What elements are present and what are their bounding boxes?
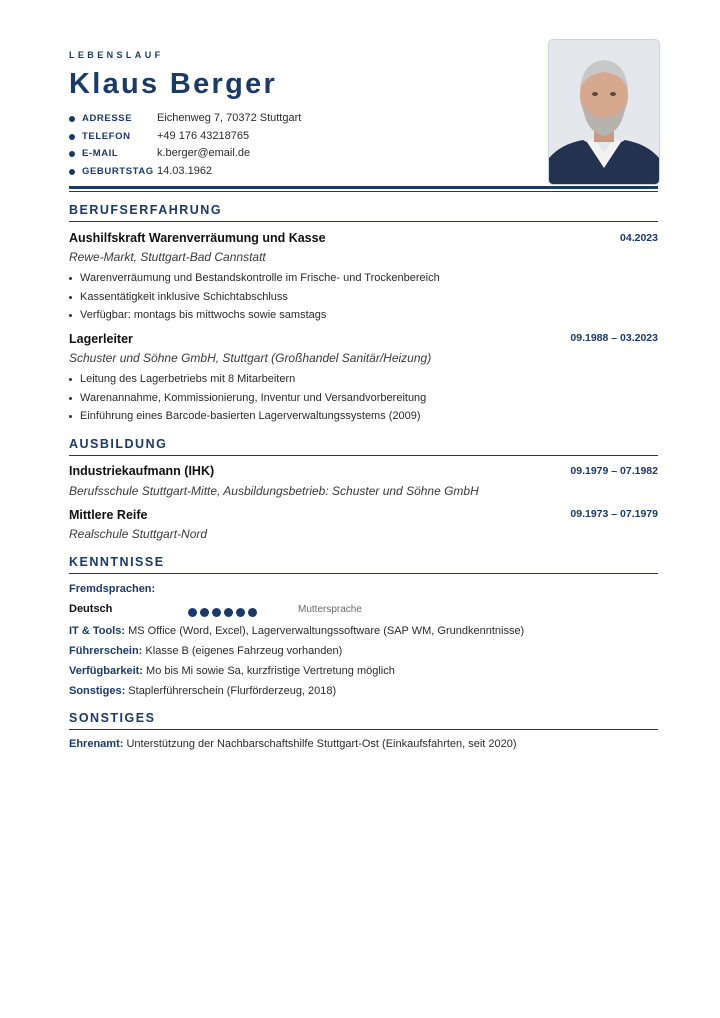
- rating-dot-icon: [224, 608, 233, 617]
- language-level: Muttersprache: [298, 604, 362, 615]
- contact-value: 14.03.1962: [157, 164, 213, 177]
- list-item: Verfügbar: montags bis mittwochs sowie samstags: [69, 309, 649, 328]
- contact-row-email: [69, 147, 529, 165]
- rating-dot-icon: [188, 608, 197, 617]
- contact-row-address: [69, 112, 529, 130]
- contact-list: [69, 112, 529, 182]
- rating-dot-icon: [248, 608, 257, 617]
- list-item: Einführung eines Barcode-basierten Lagerverwaltungssystems (2009): [69, 410, 649, 429]
- contact-label: TELEFON: [82, 130, 131, 142]
- job-company: Rewe-Markt, Stuttgart-Bad Cannstatt: [69, 250, 266, 264]
- education-school: Berufsschule Stuttgart-Mitte, Ausbildungsbetrieb: Schuster und Söhne GmbH: [69, 484, 479, 498]
- education-title: Mittlere Reife: [69, 508, 148, 522]
- job-title: Lagerleiter: [69, 332, 133, 346]
- contact-value: k.berger@email.de: [157, 147, 251, 159]
- rating-dot-icon: [236, 608, 245, 617]
- section-title-skills: KENNTNISSE: [69, 555, 658, 574]
- bullet-dot-icon: [69, 116, 75, 122]
- contact-row-birthday: [69, 165, 529, 183]
- skill-other: Sonstiges: Staplerführerschein (Flurförderzeug, 2018): [69, 685, 337, 697]
- header-divider: [69, 186, 658, 192]
- language-name: Deutsch: [69, 603, 113, 615]
- profile-photo: [548, 39, 660, 185]
- section-title-experience: BERUFSERFAHRUNG: [69, 203, 658, 222]
- job-date: 09.1988 – 03.2023: [570, 332, 658, 344]
- bullet-dot-icon: [69, 134, 75, 140]
- education-date: 09.1979 – 07.1982: [570, 465, 658, 477]
- job-bullet-list: [69, 272, 649, 328]
- person-name: Klaus Berger: [69, 68, 278, 100]
- education-title: Industriekaufmann (IHK): [69, 464, 215, 478]
- rating-dot-icon: [212, 608, 221, 617]
- skill-drivers-license: Führerschein: Klasse B (eigenes Fahrzeug vorhanden): [69, 645, 343, 657]
- job-company: Schuster und Söhne GmbH, Stuttgart (Großhandel Sanitär/Heizung): [69, 351, 432, 365]
- list-item: Warenannahme, Kommissionierung, Inventur und Versandvorbereitung: [69, 392, 649, 411]
- contact-row-phone: [69, 130, 529, 148]
- job-bullet-list: [69, 373, 649, 429]
- contact-value: Eichenweg 7, 70372 Stuttgart: [157, 112, 302, 124]
- contact-label: GEBURTSTAG: [82, 165, 154, 177]
- language-rating: [188, 604, 260, 622]
- list-item: Leitung des Lagerbetriebs mit 8 Mitarbeitern: [69, 373, 649, 392]
- other-volunteering: Ehrenamt: Unterstützung der Nachbarschaftshilfe Stuttgart-Ost (Einkaufsfahrten, seit 2020): [69, 738, 517, 750]
- list-item: Kassentätigkeit inklusive Schichtabschluss: [69, 291, 649, 310]
- education-school: Realschule Stuttgart-Nord: [69, 527, 208, 541]
- languages-label: Fremdsprachen:: [69, 583, 156, 595]
- skill-it-tools: IT & Tools: MS Office (Word, Excel), Lagerverwaltungssoftware (SAP WM, Grundkenntnisse): [69, 625, 525, 637]
- bullet-dot-icon: [69, 151, 75, 157]
- portrait-image: [549, 40, 659, 184]
- contact-value: +49 176 43218765: [157, 129, 250, 142]
- section-title-other: SONSTIGES: [69, 711, 658, 730]
- contact-label: ADRESSE: [82, 113, 133, 124]
- education-date: 09.1973 – 07.1979: [570, 508, 658, 520]
- section-title-education: AUSBILDUNG: [69, 437, 658, 456]
- skill-availability: Verfügbarkeit: Mo bis Mi sowie Sa, kurzfristige Vertretung möglich: [69, 665, 395, 677]
- list-item: Warenverräumung und Bestandskontrolle im Frische- und Trockenbereich: [69, 272, 649, 291]
- rating-dot-icon: [200, 608, 209, 617]
- job-date: 04.2023: [620, 232, 658, 244]
- bullet-dot-icon: [69, 169, 75, 175]
- document-kicker: LEBENSLAUF: [69, 50, 164, 60]
- contact-label: E-MAIL: [82, 148, 119, 159]
- job-title: Aushilfskraft Warenverräumung und Kasse: [69, 231, 326, 245]
